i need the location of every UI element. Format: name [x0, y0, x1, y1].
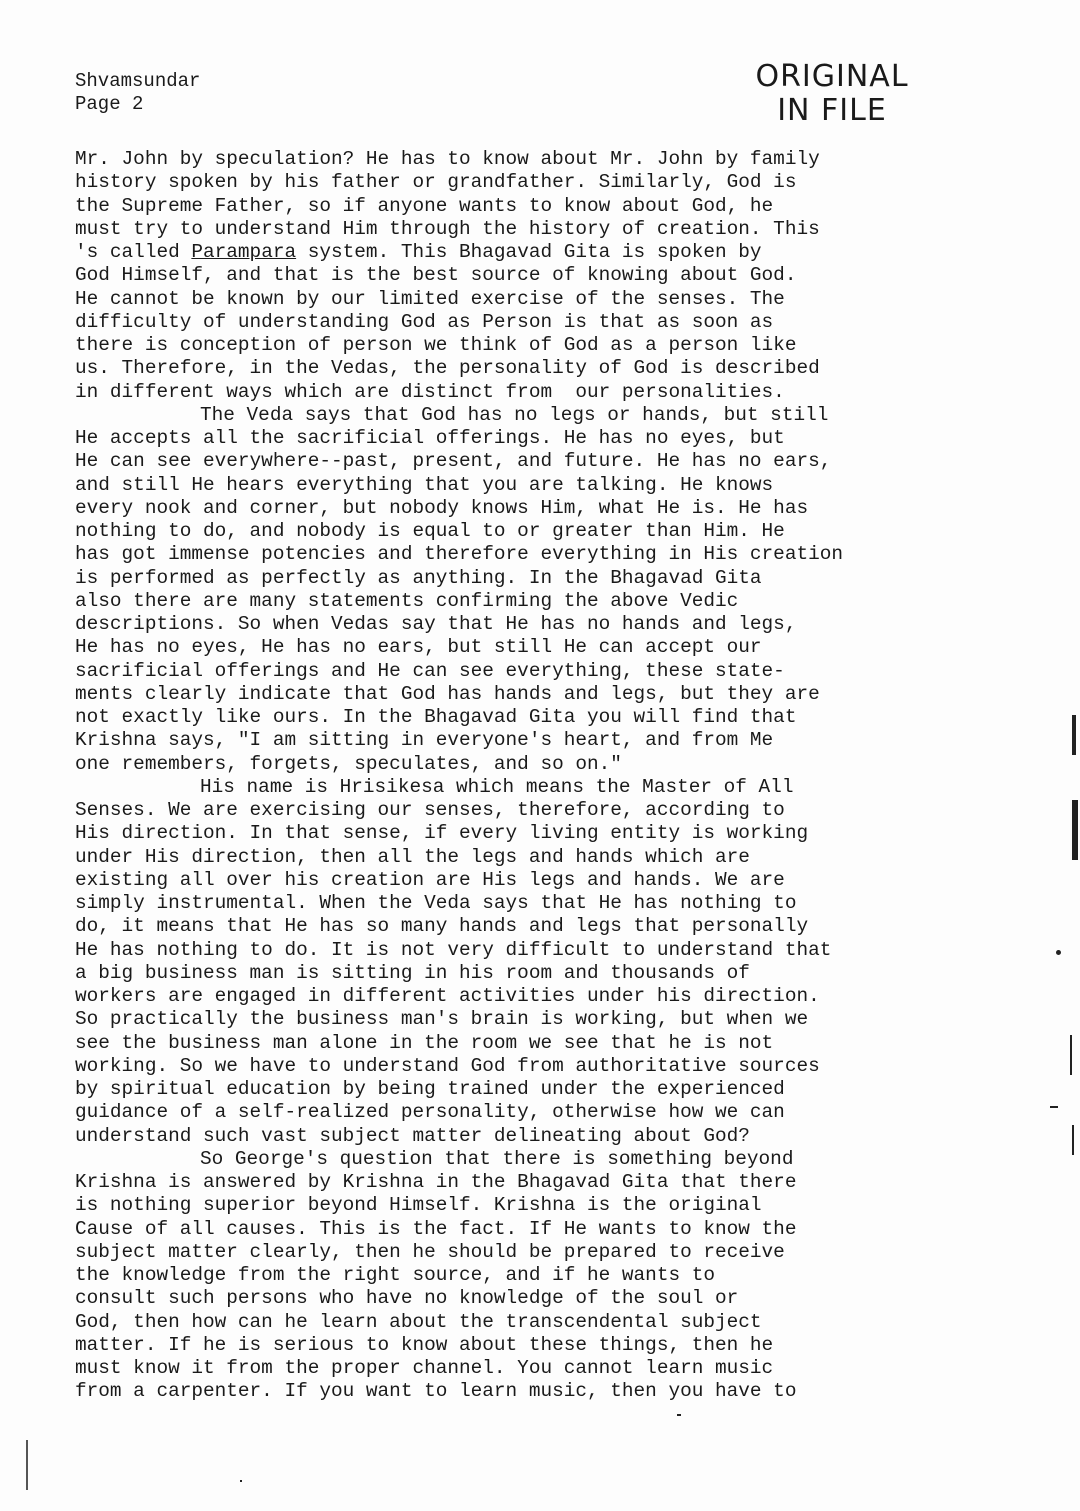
text-line: ments clearly indicate that God has hands and legs, but they are: [75, 682, 820, 705]
text-line: the knowledge from the right source, and if he wants to: [75, 1264, 715, 1286]
text-line: a big business man is sitting in his room and thousands of: [75, 961, 750, 984]
page-number: Page 2: [75, 93, 144, 115]
scan-mark: [1056, 950, 1061, 955]
text-line: history spoken by his father or grandfather. Similarly, God is: [75, 171, 797, 194]
text-line: matter. If he is serious to know about these things, then he: [75, 1333, 774, 1356]
text-line: under His direction, then all the legs and hands which are: [75, 845, 750, 868]
text-line: 's called Parampara system. This Bhagavad Gita is spoken by: [75, 241, 762, 263]
text-line: working. So we have to understand God from authoritative sources: [75, 1054, 820, 1077]
text-line: the Supreme Father, so if anyone wants to know about God, he: [75, 194, 774, 217]
text-line: in different ways which are distinct from our personalities.: [75, 380, 785, 403]
text-line: So practically the business man's brain is working, but when we: [75, 1008, 809, 1031]
scan-mark: [1072, 800, 1078, 860]
text-line: God Himself, and that is the best source of knowing about God.: [75, 264, 797, 287]
text-line: one remembers, forgets, speculates, and so on.": [75, 752, 622, 775]
scan-mark: [240, 1480, 242, 1482]
text-line: He accepts all the sacrificial offerings. He has no eyes, but: [75, 427, 785, 449]
text-line: He has nothing to do. It is not very difficult to understand that: [75, 938, 832, 961]
stamp-line-1: ORIGINAL: [755, 59, 909, 94]
text-line: Mr. John by speculation? He has to know about Mr. John by family: [75, 148, 820, 170]
text-line: The Veda says that God has no legs or hands, but still: [200, 403, 829, 426]
text-line: must try to understand Him through the history of creation. This: [75, 217, 820, 240]
text-line: He can see everywhere--past, present, and future. He has no ears,: [75, 450, 832, 473]
text-line: Cause of all causes. This is the fact. If He wants to know the: [75, 1217, 797, 1240]
underlined-term: Parampara: [191, 241, 297, 263]
text-line: is nothing superior beyond Himself. Krishna is the original: [75, 1194, 762, 1217]
text-line: also there are many statements confirming the above Vedic: [75, 589, 739, 612]
scan-mark: [1050, 1106, 1058, 1108]
text-line: His name is Hrisikesa which means the Master of All: [200, 775, 794, 798]
text-line: He cannot be known by our limited exercise of the senses. The: [75, 287, 785, 310]
text-line: sacrificial offerings and He can see everything, these state-: [75, 659, 785, 682]
text-line: not exactly like ours. In the Bhagavad Gita you will find that: [75, 706, 797, 728]
text-line: there is conception of person we think of God as a person like: [75, 334, 797, 356]
text-line: guidance of a self-realized personality, otherwise how we can: [75, 1101, 785, 1124]
text-line: subject matter clearly, then he should be prepared to receive: [75, 1240, 785, 1263]
scan-mark: [1072, 715, 1076, 755]
author-name: Shvamsundar: [75, 70, 201, 92]
text-line: His direction. In that sense, if every living entity is working: [75, 822, 809, 845]
text-line: workers are engaged in different activities under his direction.: [75, 985, 820, 1007]
scan-mark: [1070, 1035, 1072, 1075]
text-line: existing all over his creation are His legs and hands. We are: [75, 868, 785, 891]
text-line: nothing to do, and nobody is equal to or greater than Him. He: [75, 520, 785, 542]
original-in-file-stamp: [752, 60, 912, 128]
scan-mark: [26, 1440, 28, 1490]
text-line: do, it means that He has so many hands and legs that personally: [75, 915, 809, 938]
text-line: Senses. We are exercising our senses, therefore, according to: [75, 799, 785, 821]
text-line: Krishna says, "I am sitting in everyone's heart, and from Me: [75, 729, 774, 752]
text-line: He has no eyes, He has no ears, but still He can accept our: [75, 636, 762, 659]
text-line: by spiritual education by being trained under the experienced: [75, 1078, 785, 1100]
text-line: Krishna is answered by Krishna in the Bhagavad Gita that there: [75, 1171, 797, 1193]
scan-mark: [1072, 1125, 1074, 1155]
text-line: every nook and corner, but nobody knows Him, what He is. He has: [75, 496, 809, 519]
text-line: simply instrumental. When the Veda says that He has nothing to: [75, 892, 797, 914]
text-line: difficulty of understanding God as Person is that as soon as: [75, 310, 774, 333]
page-header: [75, 70, 200, 116]
scan-mark: [677, 1414, 681, 1416]
letter-body: [75, 148, 1015, 1404]
text-line: and still He hears everything that you are talking. He knows: [75, 473, 774, 496]
text-line: understand such vast subject matter delineating about God?: [75, 1124, 750, 1147]
text-line: descriptions. So when Vedas say that He has no hands and legs,: [75, 613, 797, 635]
text-line: consult such persons who have no knowledge of the soul or: [75, 1287, 739, 1310]
text-line: has got immense potencies and therefore everything in His creation: [75, 543, 843, 566]
text-line: God, then how can he learn about the transcendental subject: [75, 1310, 762, 1333]
text-line: must know it from the proper channel. You cannot learn music: [75, 1357, 774, 1379]
text-line: us. Therefore, in the Vedas, the personality of God is described: [75, 357, 820, 380]
text-line: from a carpenter. If you want to learn music, then you have to: [75, 1380, 797, 1403]
text-line: is performed as perfectly as anything. In the Bhagavad Gita: [75, 566, 762, 589]
stamp-line-2: IN FILE: [777, 93, 887, 128]
text-line: see the business man alone in the room we see that he is not: [75, 1031, 774, 1054]
text-line: So George's question that there is something beyond: [200, 1147, 794, 1170]
